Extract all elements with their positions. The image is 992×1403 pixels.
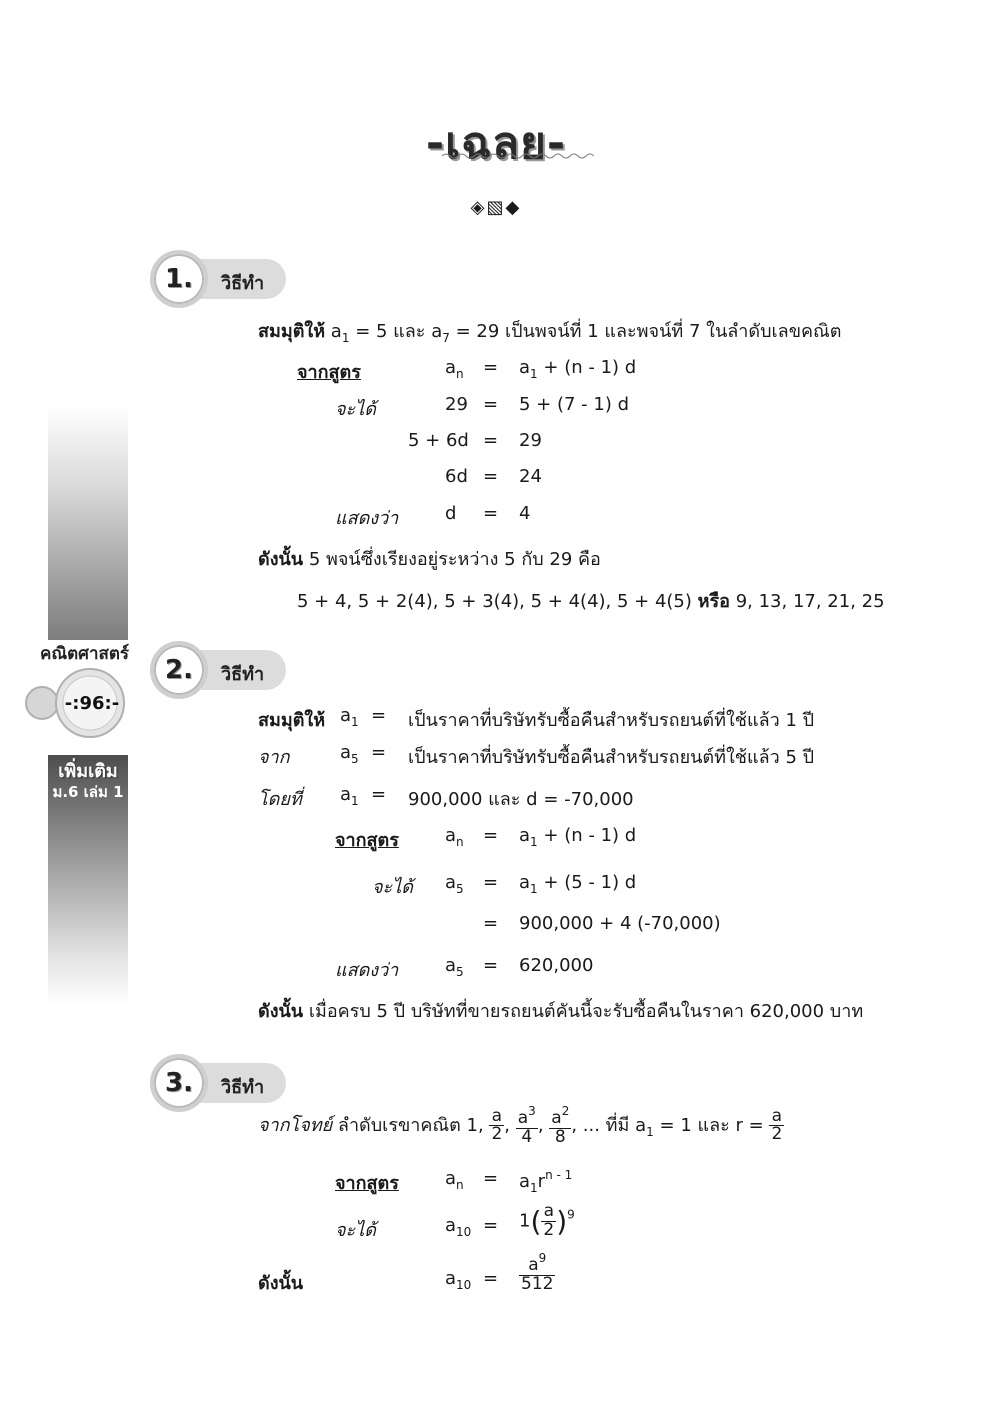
section-1-number: 1.: [150, 250, 208, 308]
section-3-label: วิธีทำ: [221, 1077, 265, 1098]
s1-eq-1: =: [483, 357, 499, 378]
s2-line3: 900,000 + 4 (-70,000): [519, 913, 721, 934]
s1-eq-3: =: [483, 430, 499, 451]
s2-assume: สมมุติให้: [258, 710, 326, 731]
s2-result-lhs: $a_5$: [445, 955, 464, 979]
s1-line2-lhs: 29: [445, 394, 468, 415]
s3-result-lhs: $a_{10}$: [445, 1268, 472, 1292]
s1-eq-2: =: [483, 394, 499, 415]
side-tab-gradient-top: [48, 405, 128, 640]
s2-eq-3: =: [371, 784, 387, 805]
s3-get: จะได้: [335, 1220, 376, 1241]
s1-line2-rhs: 5 + (7 - 1) d: [519, 394, 630, 415]
s2-a1: $a_1$: [340, 705, 359, 729]
side-grade: ม.6 เล่ม 1: [52, 783, 124, 801]
s3-frac-3: $\frac{a^2}{8}$: [551, 1104, 570, 1147]
s2-get: จะได้: [372, 877, 413, 898]
section-2-label: วิธีทำ: [221, 664, 265, 685]
s2-eq-2: =: [371, 742, 387, 763]
s3-r-frac: $\frac{a}{2}$: [771, 1105, 783, 1145]
s1-assumption: สมมุติให้ $a_1 = 5$ และ $a_7 = 29$ เป็นพจน์ที่ 1 และพจน์ที่ 7 ในลำดับเลขคณิต: [258, 321, 842, 345]
s1-sequence: 5 + 4, 5 + 2(4), 5 + 3(4), 5 + 4(4), 5 + 4(5) หรือ 9, 13, 17, 21, 25: [297, 591, 885, 612]
s1-get: จะได้: [335, 399, 376, 420]
s3-get-lhs: $a_{10}$: [445, 1215, 472, 1239]
s1-line5-rhs: 4: [519, 503, 531, 524]
page-number: -:96:-: [64, 693, 120, 714]
s2-from-formula: จากสูตร: [335, 830, 399, 851]
s1-line3-lhs: 5 + 6d: [408, 430, 469, 451]
s1-eq-4: =: [483, 466, 499, 487]
s2-eq-6: =: [483, 913, 499, 934]
s1-from-formula: จากสูตร: [297, 362, 361, 383]
page-title: -เฉลย-: [425, 118, 567, 169]
s2-formula-rhs: $a_1 + (n - 1)$ d: [519, 825, 637, 849]
s1-therefore: ดังนั้น 5 พจน์ซึ่งเรียงอยู่ระหว่าง 5 กับ 29 คือ: [258, 549, 601, 570]
s3-get-rhs: 1( $\frac{a}{2}$ )$^9$: [519, 1201, 575, 1240]
s2-eq-4: =: [483, 825, 499, 846]
s1-line5-lhs: d: [445, 503, 457, 524]
s1-line4-lhs: 6d: [445, 466, 468, 487]
s1-formula-lhs: $a_n$: [445, 357, 464, 381]
s3-eq-2: =: [483, 1215, 499, 1236]
s2-a1-b: $a_1$: [340, 784, 359, 808]
title-underline-wave: [442, 152, 594, 160]
s2-therefore: ดังนั้น เมื่อครบ 5 ปี บริษัทที่ขายรถยนต์คันนี้จะรับซื้อคืนในราคา 620,000 บาท: [258, 1001, 864, 1022]
s3-result: $\frac{a^9}{512}$: [521, 1251, 554, 1294]
s3-problem: จากโจทย์ ลำดับเรขาคณิต 1, $\frac{a}{2}$ , $\frac{a^3}{4}$ , $\frac{a^2}{8}$ , ... ที่มี $a_1 = 1$ และ r = $\frac{a}{2}$: [258, 1104, 783, 1147]
s3-eq-3: =: [483, 1268, 499, 1289]
section-2-number: 2.: [150, 641, 208, 699]
s3-from-formula: จากสูตร: [335, 1173, 399, 1194]
s3-formula-lhs: $a_n$: [445, 1168, 464, 1192]
s2-eq-5: =: [483, 872, 499, 893]
s2-desc1: เป็นราคาที่บริษัทรับซื้อคืนสำหรับรถยนต์ที่ใช้แล้ว 1 ปี: [408, 710, 815, 731]
s2-eq-7: =: [483, 955, 499, 976]
side-subject: คณิตศาสตร์: [40, 644, 130, 664]
s2-result: 620,000: [519, 955, 594, 976]
s1-eq-5: =: [483, 503, 499, 524]
s2-desc5: เป็นราคาที่บริษัทรับซื้อคืนสำหรับรถยนต์ที่ใช้แล้ว 5 ปี: [408, 747, 815, 768]
s1-formula-rhs: $a_1 + (n - 1)$ d: [519, 357, 637, 381]
s2-where: โดยที่: [258, 789, 302, 810]
s2-formula-lhs: $a_n$: [445, 825, 464, 849]
s2-from: จาก: [258, 747, 290, 768]
s3-eq-1: =: [483, 1168, 499, 1189]
section-3-number: 3.: [150, 1054, 208, 1112]
s2-eq-1: =: [371, 705, 387, 726]
s3-formula-rhs: $a_1r^{n - 1}$: [519, 1168, 573, 1195]
section-1-label: วิธีทำ: [221, 273, 265, 294]
s1-line3-rhs: 29: [519, 430, 542, 451]
s2-get-rhs: $a_1 + (5 - 1)$ d: [519, 872, 637, 896]
side-extra: เพิ่มเติม: [58, 761, 118, 782]
s2-a5: $a_5$: [340, 742, 359, 766]
s3-frac-1: $\frac{a}{2}$: [491, 1105, 503, 1145]
s3-frac-2: $\frac{a^3}{4}$: [517, 1104, 536, 1147]
ornament: ◈▧◆: [470, 197, 522, 218]
s1-shows: แสดงว่า: [335, 508, 399, 529]
s1-line4-rhs: 24: [519, 466, 542, 487]
s2-get-lhs: $a_5$: [445, 872, 464, 896]
s3-therefore: ดังนั้น: [258, 1273, 304, 1294]
s2-shows: แสดงว่า: [335, 960, 399, 981]
s2-where-val: 900,000 และ d = -70,000: [408, 789, 634, 810]
